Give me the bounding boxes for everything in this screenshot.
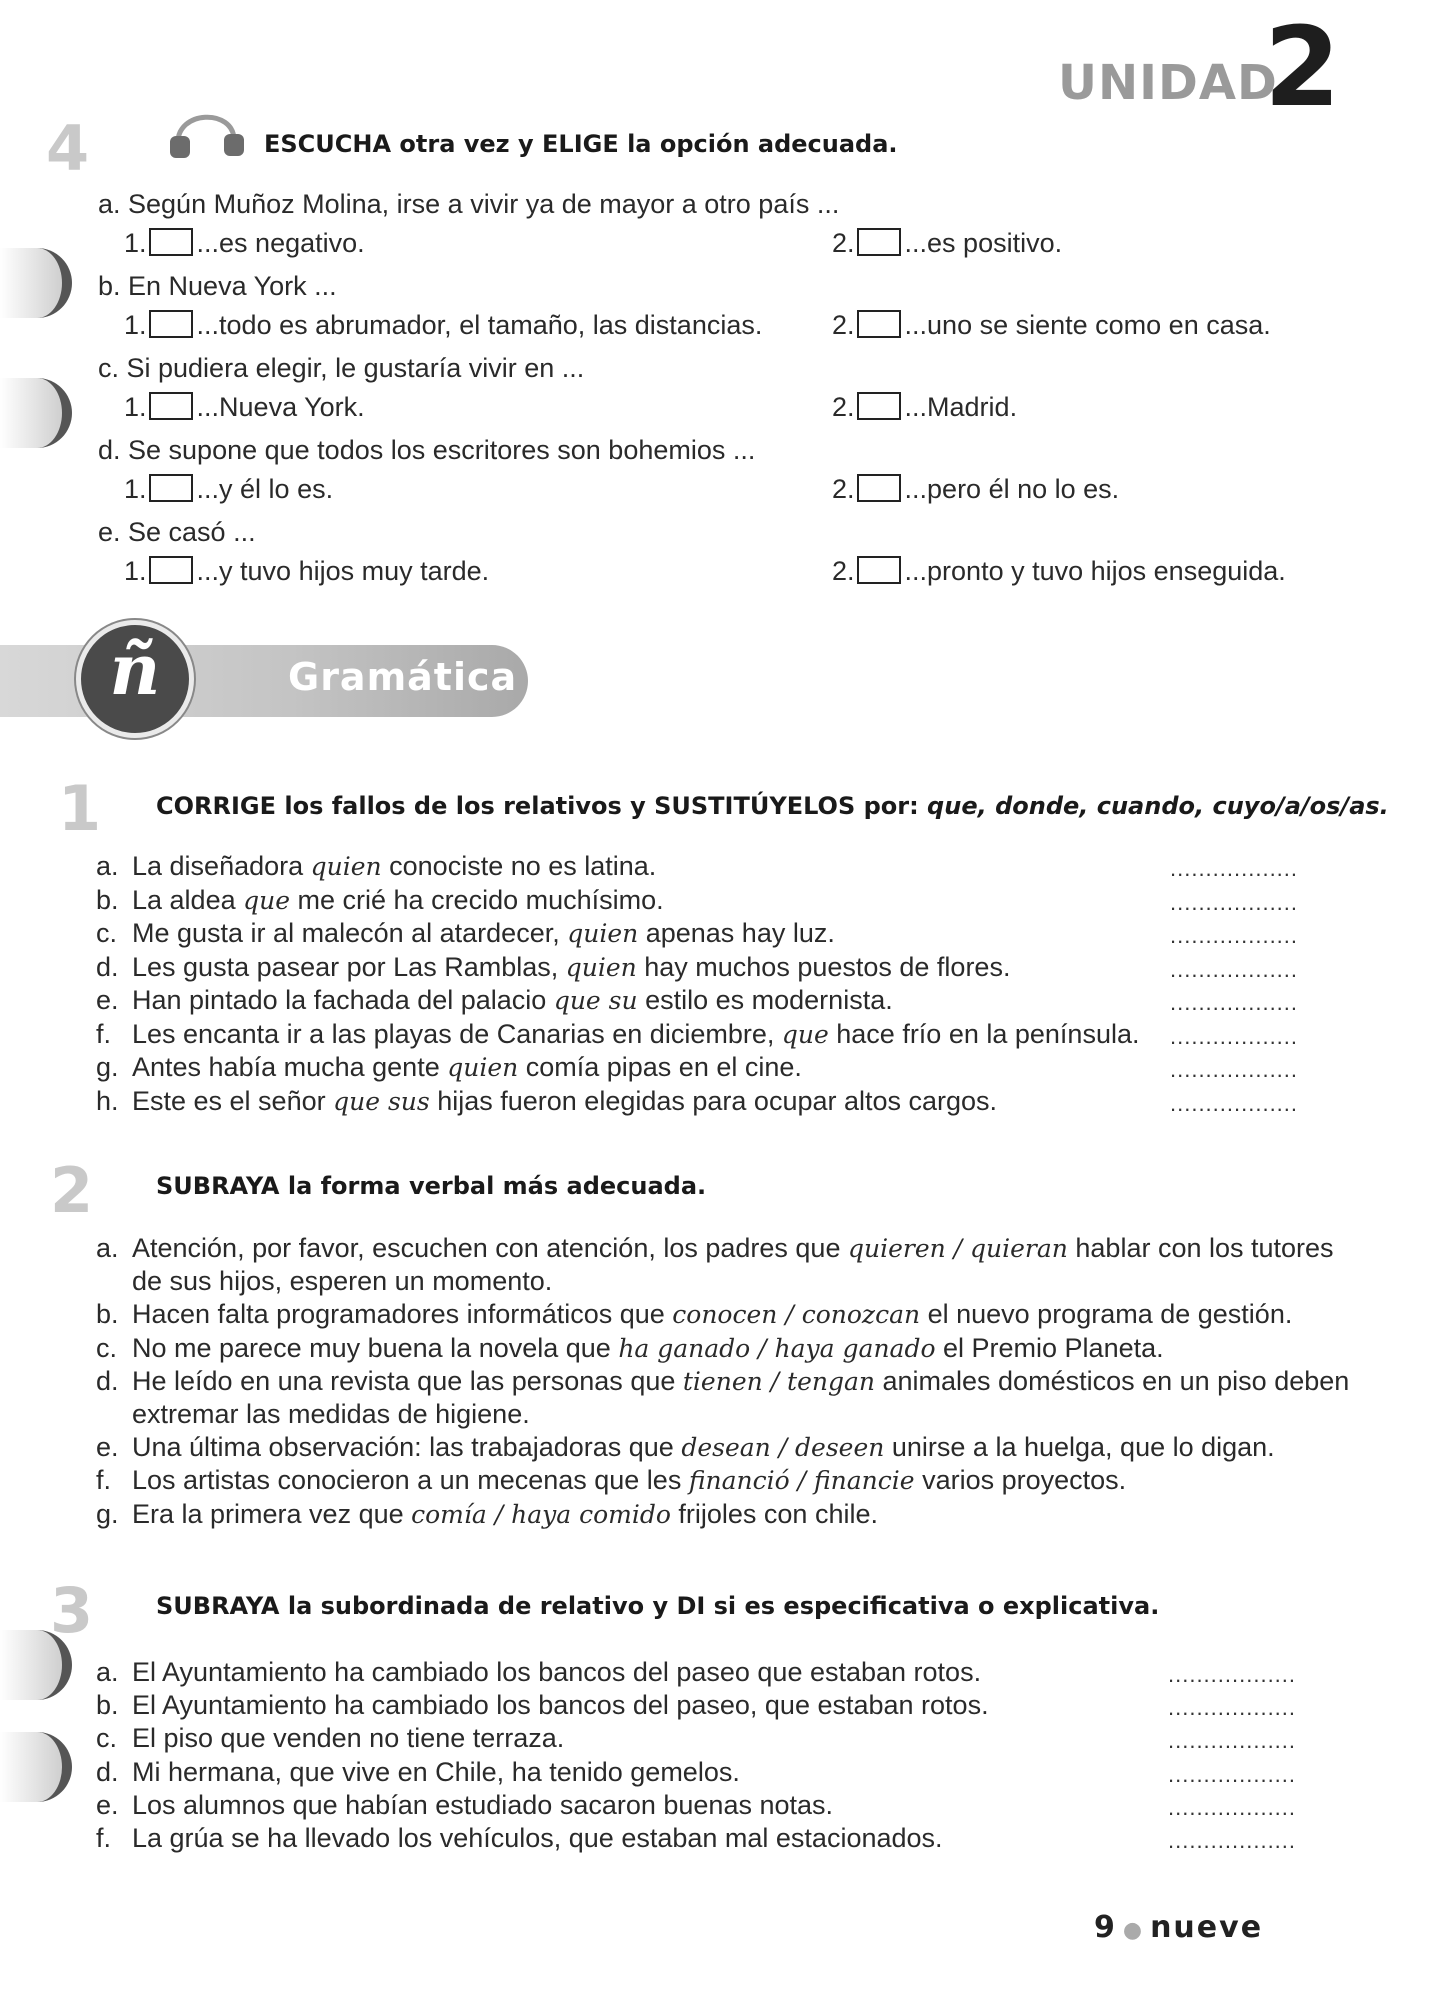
sentence-text: Les encanta ir a las playas de Canarias en diciembre, [132,1018,782,1049]
side-tab-decoration [0,1630,72,1700]
option-text: ...y él lo es. [196,474,334,504]
question-text: d. Se supone que todos los escritores son bohemios ... [98,435,756,465]
answer-checkbox[interactable] [857,392,901,420]
sentence-text: me crié ha crecido muchísimo. [290,884,664,915]
sentence-row [96,1051,802,1083]
item-letter: g. [96,1052,119,1082]
headphone-left-cup [170,136,190,158]
answer-blank[interactable]: .................. [1168,1728,1297,1754]
item-letter: a. [96,1657,119,1687]
side-tab-decoration [0,378,72,448]
item-letter: e. [96,1432,119,1463]
answer-option-2 [832,310,1271,341]
section-title: Gramática [288,655,518,699]
verb-choice[interactable]: ha ganado / haya ganado [618,1333,936,1363]
sentence-text: hace frío en la península. [828,1018,1140,1049]
page-number: 9 [1094,1910,1117,1945]
sentence-text: Este es el señor [132,1085,334,1116]
option-text: ...todo es abrumador, el tamaño, las distancias. [196,310,763,340]
item-letter: e. [96,1789,119,1820]
sentence-text: Me gusta ir al malecón al atardecer, [132,918,568,948]
option-number: 1. [124,474,147,504]
sentence-text: animales domésticos en un piso deben [874,1365,1350,1396]
relative-word: que su [553,986,638,1015]
item-letter: b. [96,1690,119,1721]
sentence-row [96,917,835,949]
relative-word: quien [567,919,639,948]
verb-choice[interactable]: desean / deseen [681,1433,885,1463]
option-number: 2. [832,228,855,258]
item-letter: c. [96,1332,118,1363]
option-text: ...es positivo. [904,228,1063,258]
headphones-icon [168,98,246,160]
sentence-row [96,1298,1292,1330]
sentence-text[interactable]: El Ayuntamiento ha cambiado los bancos del paseo que estaban rotos. [132,1657,982,1687]
answer-blank[interactable]: .................. [1168,1828,1297,1853]
answer-blank[interactable]: .................. [1168,1662,1297,1687]
item-letter: e. [96,985,119,1015]
sentence-text: estilo es modernista. [637,985,893,1015]
sentence-row [96,1656,981,1688]
relative-word: quien [565,952,637,982]
item-letter: f. [96,1018,112,1049]
sentence-text[interactable]: El Ayuntamiento ha cambiado los bancos del paseo, que estaban rotos. [132,1690,989,1721]
option-number: 1. [124,310,147,340]
sentence-text: He leído en una revista que las personas que [132,1365,683,1396]
option-number: 1. [124,228,147,258]
exercise-3-number: 3 [50,1574,94,1647]
page-footer [1094,1910,1263,1945]
sentence-text: Los artistas conocieron a un mecenas que les [132,1465,689,1496]
option-text: ...Nueva York. [196,392,365,422]
sentence-text: La aldea [132,884,244,915]
answer-blank[interactable]: .................. [1170,1057,1299,1082]
sentence-row [96,984,893,1016]
option-text: ...y tuvo hijos muy tarde. [196,556,490,586]
question-text: e. Se casó ... [98,517,256,547]
exercise-4-instruction: ESCUCHA otra vez y ELIGE la opción adecuada. [264,130,898,158]
sentence-text: La diseñadora [132,851,311,881]
answer-blank[interactable]: .................. [1170,956,1299,982]
item-letter: c. [96,918,118,948]
answer-option-1 [124,228,365,259]
exercise-2-number: 2 [50,1154,94,1227]
sentence-row [96,1085,997,1117]
sentence-row [96,1018,1139,1050]
sentence-text: varios proyectos. [914,1465,1127,1496]
answer-blank[interactable]: .................. [1170,1023,1299,1049]
sentence-text[interactable]: La grúa se ha llevado los vehículos, que estaban mal estacionados. [132,1823,943,1853]
answer-checkbox[interactable] [149,474,193,502]
sentence-text: Era la primera vez que [132,1498,412,1529]
answer-option-2 [832,392,1017,423]
item-letter: g. [96,1498,119,1529]
answer-blank[interactable]: .................. [1170,889,1299,915]
option-text: ...Madrid. [904,392,1018,422]
item-letter: c. [96,1723,118,1754]
unit-number: 2 [1264,3,1341,131]
sentence-text[interactable]: Mi hermana, que vive en Chile, ha tenido gemelos. [132,1756,740,1787]
answer-checkbox[interactable] [149,556,193,584]
sentence-text: apenas hay luz. [638,918,835,948]
answer-checkbox[interactable] [857,228,901,256]
item-letter: f. [96,1823,112,1853]
sentence-row [96,1822,943,1854]
answer-checkbox[interactable] [857,310,901,338]
verb-choice[interactable]: financió / financie [688,1466,915,1496]
exercise-3-instruction: SUBRAYA la subordinada de relativo y DI si es especificativa o explicativa. [156,1592,1160,1620]
sentence-row [96,1498,878,1530]
sentence-text: Atención, por favor, escuchen con atención, los padres que [132,1233,848,1263]
answer-option-1 [124,556,489,587]
option-text: ...es negativo. [196,228,365,258]
sentence-text[interactable]: Los alumnos que habían estudiado sacaron buenas notas. [132,1789,834,1820]
sentence-row [96,850,656,882]
sentence-row [96,1689,989,1721]
sentence-row [96,1365,1349,1397]
sentence-row [96,884,664,916]
headphone-right-cup [224,134,244,156]
answer-checkbox[interactable] [149,392,193,420]
answer-checkbox[interactable] [857,474,901,502]
question-text: a. Según Muñoz Molina, irse a vivir ya de mayor a otro país ... [98,189,840,219]
sentence-row [96,1265,552,1297]
sentence-text: unirse a la huelga, que lo digan. [884,1432,1275,1463]
sentence-text: frijoles con chile. [670,1498,878,1529]
sentence-text: comía pipas en el cine. [518,1052,802,1082]
footer-bullet-icon: ● [1122,1918,1145,1943]
item-letter: h. [96,1085,119,1116]
sentence-text: extremar las medidas de higiene. [132,1399,530,1429]
page-word: nueve [1150,1910,1264,1945]
sentence-text: hay muchos puestos de flores. [636,951,1011,982]
sentence-row [96,1398,530,1430]
answer-option-1 [124,474,333,505]
side-tab-decoration [0,248,72,318]
verb-choice[interactable]: tienen / tengan [682,1366,875,1396]
sentence-text: No me parece muy buena la novela que [132,1332,619,1363]
answer-blank[interactable]: .................. [1168,1794,1297,1820]
sentence-row [96,1232,1334,1264]
sentence-text: Hacen falta programadores informáticos que [132,1299,673,1330]
exercise-4-number: 4 [46,112,90,185]
verb-choice[interactable]: conocen / conozcan [672,1300,921,1330]
item-letter: a. [96,851,119,881]
option-text: ...pero él no lo es. [904,474,1120,504]
answer-blank[interactable]: .................. [1170,990,1299,1015]
exercise-1-instruction [156,792,1389,820]
sentence-row [96,951,1010,983]
sentence-row [96,1756,740,1788]
answer-option-2 [832,228,1062,259]
option-text: ...uno se siente como en casa. [904,310,1271,340]
item-letter: f. [96,1465,112,1496]
answer-option-1 [124,392,365,423]
sentence-text[interactable]: El piso que venden no tiene terraza. [132,1723,565,1754]
relative-word: quien [447,1053,519,1082]
option-number: 2. [832,310,855,340]
sentence-text: Han pintado la fachada del palacio [132,985,554,1015]
answer-blank[interactable]: .................. [1170,856,1299,881]
sentence-row [96,1722,564,1754]
option-text: ...pronto y tuvo hijos enseguida. [904,556,1286,586]
answer-option-1 [124,310,762,341]
sentence-row [96,1464,1126,1496]
item-letter: b. [96,884,119,915]
answer-option-2 [832,556,1286,587]
sentence-text: Les gusta pasear por Las Ramblas, [132,951,566,982]
answer-blank[interactable]: .................. [1170,1090,1299,1116]
sentence-text: de sus hijos, esperen un momento. [132,1266,553,1297]
exercise-1-number: 1 [58,772,102,845]
item-letter: d. [96,1365,119,1396]
option-number: 2. [832,556,855,586]
relative-word: que [243,885,291,915]
sentence-text: Antes había mucha gente [132,1052,448,1082]
option-number: 2. [832,392,855,422]
relative-word: que [781,1019,829,1049]
sentence-row [96,1332,1164,1364]
sentence-text: hijas fueron elegidas para ocupar altos cargos. [429,1085,998,1116]
option-number: 1. [124,556,147,586]
relative-word: que sus [333,1086,430,1116]
answer-checkbox[interactable] [857,556,901,584]
question-text: c. Si pudiera elegir, le gustaría vivir en ... [98,353,585,383]
enie-logo-letter: ñ [109,628,161,711]
sentence-text: conociste no es latina. [381,851,657,881]
exercise-2-instruction: SUBRAYA la forma verbal más adecuada. [156,1172,707,1200]
sentence-text: hablar con los tutores [1067,1233,1334,1263]
question-text: b. En Nueva York ... [98,271,337,301]
relative-word: quien [310,852,382,881]
answer-checkbox[interactable] [149,310,193,338]
sentence-text: Una última observación: las trabajadoras que [132,1432,682,1463]
verb-choice[interactable]: quieren / quieran [847,1234,1068,1263]
answer-blank[interactable]: .................. [1168,1761,1297,1787]
sentence-row [96,1431,1275,1463]
sentence-text: el nuevo programa de gestión. [920,1299,1293,1330]
answer-option-2 [832,474,1119,505]
item-letter: b. [96,1299,119,1330]
item-letter: a. [96,1233,119,1263]
answer-blank[interactable]: .................. [1170,923,1299,948]
exercise-1-instruction-text: CORRIGE los fallos de los relativos y SUSTITÚYELOS por: [156,792,928,820]
sentence-row [96,1789,833,1821]
option-number: 1. [124,392,147,422]
verb-choice[interactable]: comía / haya comido [411,1499,671,1529]
option-number: 2. [832,474,855,504]
answer-blank[interactable]: .................. [1168,1695,1297,1721]
item-letter: d. [96,1756,119,1787]
item-letter: d. [96,951,119,982]
sentence-text: el Premio Planeta. [935,1332,1164,1363]
side-tab-decoration [0,1732,72,1802]
unit-label: UNIDAD [1058,55,1278,111]
answer-checkbox[interactable] [149,228,193,256]
exercise-1-instruction-words: que, donde, cuando, cuyo/a/os/as. [927,792,1389,820]
